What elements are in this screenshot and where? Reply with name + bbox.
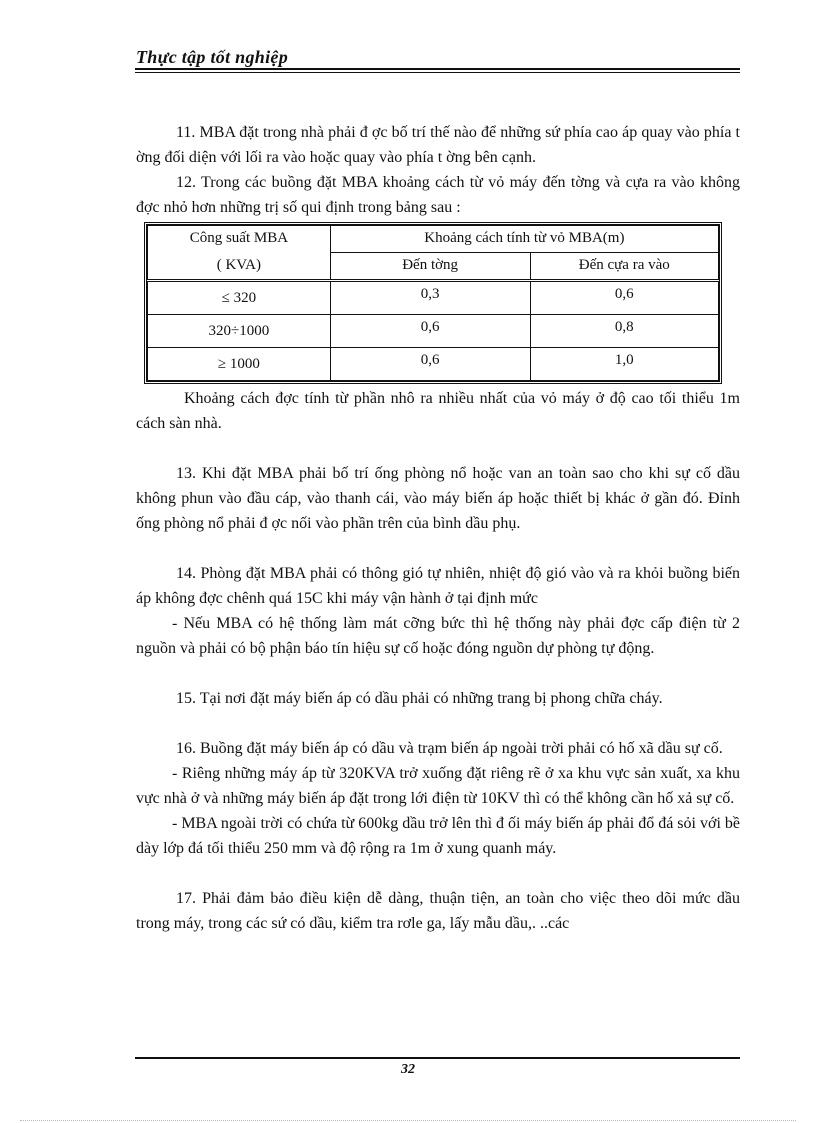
table-cell-door: 0,6 — [530, 281, 718, 315]
table-cell-wall: 0,6 — [330, 348, 530, 381]
spacer — [136, 861, 740, 886]
spacer — [136, 661, 740, 686]
page-edge-dots — [20, 1120, 796, 1121]
table-cell-power: ≤ 320 — [148, 281, 331, 315]
paragraph-16-bullet-2: - MBA ngoài trời có chứa từ 600kg dầu trở lên thì đ ối máy biến áp phải đổ đá sỏi với bề dày lớp đá tối thiểu 250 mm và độ rộng ra 1m ở xung quanh máy. — [136, 815, 740, 857]
paragraph-13: 13. Khi đặt MBA phải bố trí ống phòng nổ hoặc van an toàn sao cho khi sự cố dầu không phun vào đầu cáp, vào thanh cái, vào máy biến áp hoặc thiết bị khác ở gần đó. Đỉnh ống phòng nổ phải đ ợc nối vào phần trên của bình dầu phụ. — [136, 465, 740, 532]
table-header-power-unit: ( KVA) — [148, 253, 331, 281]
paragraph-16-bullet-1: - Riêng những máy áp từ 320KVA trở xuống đặt riêng rẽ ở xa khu vực sản xuất, xa khu vực nhà ở và những máy biến áp đặt trong lới điện từ 10KV thì có thể không cần hố xả sự cố. — [136, 765, 740, 807]
page-number: 32 — [401, 1062, 415, 1077]
paragraph-17: 17. Phải đảm bảo điều kiện dễ dàng, thuận tiện, an toàn cho việc theo dõi mức dầu trong máy, trong các sứ có dầu, kiểm tra rơle ga, lấy mẫu dầu,. ..các — [136, 890, 740, 932]
table-header-distance: Khoảng cách tính từ vỏ MBA(m) — [330, 226, 718, 253]
table-cell-power: ≥ 1000 — [148, 348, 331, 381]
table-row — [148, 348, 719, 381]
table-header-power: Công suất MBA — [148, 226, 331, 253]
clearance-table — [147, 225, 719, 381]
document-body — [136, 120, 740, 936]
table-header-wall: Đến tờng — [330, 253, 530, 281]
page-header-title: Thực tập tốt nghiệp — [136, 47, 288, 67]
table-note: Khoảng cách đợc tính từ phần nhô ra nhiều nhất của vỏ máy ở độ cao tối thiểu 1m cách sàn nhà. — [136, 390, 740, 432]
paragraph-16: 16. Buồng đặt máy biến áp có dầu và trạm biến áp ngoài trời phải có hố xã dầu sự cố. — [176, 740, 723, 757]
spacer — [136, 536, 740, 561]
paragraph-15: 15. Tại nơi đặt máy biến áp có dầu phải có những trang bị phong chữa cháy. — [176, 690, 663, 707]
spacer — [136, 436, 740, 461]
header-rule — [135, 68, 740, 70]
footer-rule — [135, 1057, 740, 1059]
header-rule-thin — [135, 72, 740, 73]
table-row — [148, 315, 719, 348]
table-cell-power: 320÷1000 — [148, 315, 331, 348]
paragraph-14-bullet: - Nếu MBA có hệ thống làm mát cỡng bức thì hệ thống này phải đợc cấp điện từ 2 nguồn và phải có bộ phận báo tín hiệu sự cố hoặc đóng nguồn dự phòng tự động. — [136, 615, 740, 657]
table-header-row-2 — [148, 253, 719, 281]
paragraph-12: 12. Trong các buồng đặt MBA khoảng cách từ vỏ máy đến tờng và cựa ra vào không đợc nhỏ hơn những trị số qui định trong bảng sau : — [136, 174, 740, 216]
table-header-row-1 — [148, 226, 719, 253]
paragraph-14: 14. Phòng đặt MBA phải có thông gió tự nhiên, nhiệt độ gió vào và ra khỏi buồng biến áp không đợc chênh quá 15C khi máy vận hành ở tại định mức — [136, 565, 740, 607]
table-cell-wall: 0,6 — [330, 315, 530, 348]
spacer — [136, 711, 740, 736]
table-row — [148, 281, 719, 315]
table-cell-door: 1,0 — [530, 348, 718, 381]
table-cell-door: 0,8 — [530, 315, 718, 348]
table-cell-wall: 0,3 — [330, 281, 530, 315]
table-header-door: Đến cựa ra vào — [530, 253, 718, 281]
paragraph-11: 11. MBA đặt trong nhà phải đ ợc bố trí thế nào để những sứ phía cao áp quay vào phía t ờng đối diện với lối ra vào hoặc quay vào phía t ờng bên cạnh. — [136, 124, 740, 166]
clearance-table-frame — [144, 222, 722, 384]
